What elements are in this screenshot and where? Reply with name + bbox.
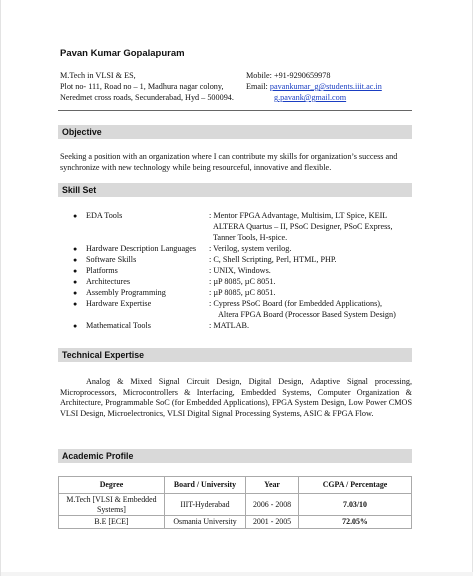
degree-cell: B.E [ECE] xyxy=(59,516,165,529)
skill-label: Mathematical Tools xyxy=(86,321,151,330)
col-degree: Degree xyxy=(59,477,165,494)
qualification-line: M.Tech in VLSI & ES, xyxy=(60,71,136,80)
skill-value-cont: ALTERA Quartus – II, PSoC Designer, PSoC Express, xyxy=(213,222,393,231)
bullet-icon: ● xyxy=(73,289,78,297)
bullet-icon: ● xyxy=(73,322,78,330)
header-divider xyxy=(58,110,412,111)
col-cgpa: CGPA / Percentage xyxy=(299,477,412,494)
section-academic-heading: Academic Profile xyxy=(58,449,412,463)
email-row xyxy=(246,82,382,92)
table-header-row xyxy=(59,477,412,494)
email-link-primary[interactable]: pavankumar_g@students.iiit.ac.in xyxy=(269,82,382,91)
bullet-icon: ● xyxy=(73,256,78,264)
table-row xyxy=(59,494,412,516)
cgpa-cell: 72.05% xyxy=(299,516,412,529)
skill-value: : Mentor FPGA Advantage, Multisim, LT Spice, KEIL xyxy=(209,211,388,220)
bullet-icon: ● xyxy=(73,212,78,220)
skill-value: : Verilog, system verilog. xyxy=(209,244,292,253)
year-cell: 2006 - 2008 xyxy=(246,494,299,516)
skill-value: : µP 8085, µC 8051. xyxy=(209,288,276,297)
page-bottom-edge xyxy=(1,572,473,576)
section-technical-heading: Technical Expertise xyxy=(58,348,412,362)
skill-label: Architectures xyxy=(86,277,131,286)
year-cell: 2001 - 2005 xyxy=(246,516,299,529)
skill-label: Hardware Description Languages xyxy=(86,244,197,253)
bullet-icon: ● xyxy=(73,245,78,253)
cgpa-cell: 7.03/10 xyxy=(299,494,412,516)
skill-label: EDA Tools xyxy=(86,211,123,220)
address-line-2: Neredmet cross roads, Secunderabad, Hyd – 500094. xyxy=(60,93,234,102)
skill-value: : UNIX, Windows. xyxy=(209,266,271,275)
skill-value: : C, Shell Scripting, Perl, HTML, PHP. xyxy=(209,255,337,264)
university-cell: Osmania University xyxy=(164,516,245,529)
technical-text: Analog & Mixed Signal Circuit Design, Digital Design, Adaptive Signal processing, Microprocessors, Microcontrollers & Interfacing, Embedded Systems, Computer Organization & Architecture, Programmable SoC (for Embedded Applications), FPGA System Design, Low Power CMOS VLSI Design, Microelectronics, VLSI Digital Signal Processing Systems, ASIC & FPGA Flow. xyxy=(60,377,412,418)
bullet-icon: ● xyxy=(73,278,78,286)
bullet-icon: ● xyxy=(73,300,78,308)
objective-text: Seeking a position with an organization where I can contribute my skills for organization’s success and synchronize with new technology while being resourceful, innovative and flexible. xyxy=(60,152,398,172)
bullet-icon: ● xyxy=(73,267,78,275)
university-cell: IIIT-Hyderabad xyxy=(164,494,245,516)
skill-label: Hardware Expertise xyxy=(86,299,152,308)
col-university: Board / University xyxy=(164,477,245,494)
email-link-secondary[interactable]: g.pavank@gmail.com xyxy=(274,93,347,102)
skill-label: Platforms xyxy=(86,266,118,275)
table-row xyxy=(59,516,412,529)
skill-value: : MATLAB. xyxy=(209,321,250,330)
skill-value-cont: Tanner Tools, H-spice. xyxy=(213,233,288,242)
skill-value: : µP 8085, µC 8051. xyxy=(209,277,276,286)
skill-label: Assembly Programming xyxy=(86,288,166,297)
section-objective-heading: Objective xyxy=(58,125,412,139)
academic-table xyxy=(58,476,412,529)
skill-value: : Cypress PSoC Board (for Embedded Applications), xyxy=(209,299,383,308)
mobile-number: Mobile: +91-9290659978 xyxy=(246,71,331,80)
section-skills-heading: Skill Set xyxy=(58,183,412,197)
email-label: Email: xyxy=(246,82,268,91)
degree-cell: M.Tech [VLSI & Embedded Systems] xyxy=(59,494,165,516)
candidate-name: Pavan Kumar Gopalapuram xyxy=(60,48,185,59)
col-year: Year xyxy=(246,477,299,494)
skill-label: Software Skills xyxy=(86,255,137,264)
address-line-1: Plot no- 111, Road no – 1, Madhura nagar colony, xyxy=(60,82,224,91)
skill-value-cont: Altera FPGA Board (Processor Based System Design) xyxy=(218,310,396,319)
